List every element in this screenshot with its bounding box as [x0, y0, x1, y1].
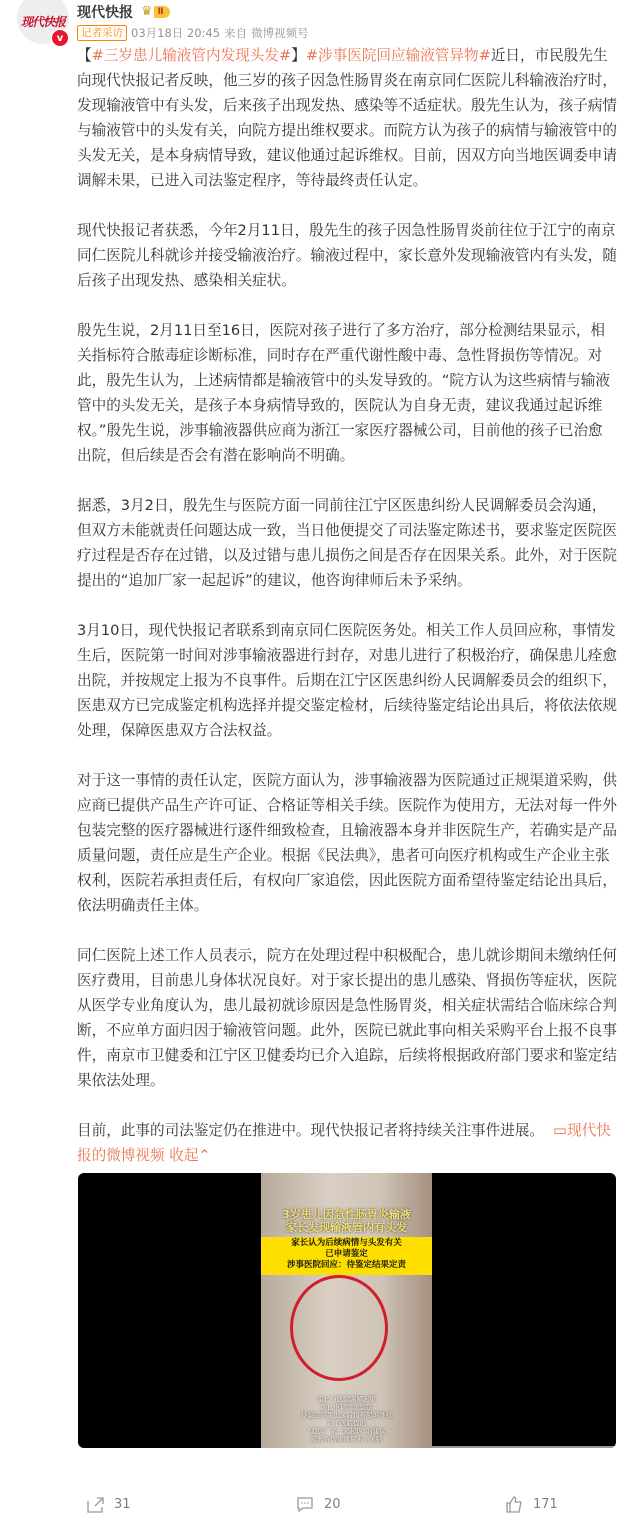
- comment-icon: [296, 1495, 314, 1513]
- bracket: 【: [77, 47, 92, 64]
- post-meta: [77, 25, 309, 41]
- post-time[interactable]: 03月18日 20:45: [131, 26, 221, 40]
- paragraph-text: 近日，市民殷先生向现代快报记者反映，他三岁的孩子因急性肠胃炎在南京同仁医院儿科输液治疗时，发现输液管中有头发，后来孩子出现发热、感染等不适症状。殷先生认为，孩子病情与输液管中的头发有关，向院方提出维权要求。而院方认为孩子的病情与输液管中的头发无关，是本身病情导致，建议他通过起诉维权。目前，因双方向当地医调委申请调解未果，已进入司法鉴定程序，等待最终责任认定。: [77, 47, 617, 189]
- post-source[interactable]: 微博视频号: [251, 26, 309, 40]
- share-button[interactable]: [86, 1495, 131, 1513]
- video-title-line: 家长发现输液管内有头发: [286, 1221, 407, 1234]
- source-prefix: 来自: [224, 26, 248, 40]
- video-progress-bar[interactable]: [428, 1446, 616, 1448]
- action-bar: [0, 1495, 641, 1515]
- paragraph: 据悉，3月2日，殷先生与医院方面一同前往江宁区医患纠纷人民调解委员会沟通，但双方未能就责任问题达成一致，当日他便提交了司法鉴定陈述书，要求鉴定医院医疗过程是否存在过错，以及过错与患儿损伤之间是否存在因果关系。此外，对于医院提出的“追加厂家一起起诉”的建议，他咨询律师后未予采纳。: [77, 497, 617, 589]
- caption-line: 家长咨询律师后未予采纳: [310, 1435, 383, 1443]
- post-tag[interactable]: 记者采访: [77, 25, 127, 41]
- video-title: [261, 1208, 432, 1234]
- video-icon: ▭: [553, 1122, 568, 1139]
- verified-icon: v: [51, 29, 69, 47]
- crown-icon: ♛: [141, 4, 153, 19]
- share-count: 31: [114, 1496, 131, 1512]
- paragraph: [77, 1118, 617, 1168]
- hashtag-link[interactable]: #三岁患儿输液管内发现头发#: [91, 47, 292, 64]
- bracket: 】: [291, 47, 306, 64]
- caption-line: 待鉴定结果出来后将着起诉维权: [301, 1411, 392, 1419]
- banner-line: 已申请鉴定: [325, 1249, 368, 1259]
- paragraph: [77, 43, 617, 193]
- caption-line: 对于医院提出: [327, 1419, 366, 1427]
- video-player[interactable]: [78, 1173, 616, 1448]
- banner-line: 家长认为后续病情与头发有关: [291, 1238, 402, 1248]
- chevron-up-icon: ⌃: [198, 1147, 211, 1164]
- paragraph: 同仁医院上述工作人员表示，院方在处理过程中积极配合，患儿就诊期间未缴纳任何医疗费用，目前患儿身体状况良好。对于家长提出的患儿感染、肾损伤等症状，医院从医学专业角度认为，患儿最初就诊原因是急性肠胃炎，相关症状需结合临床综合判断，不应单方面归因于输液管问题。此外，医院已就此事向相关采购平台上报不良事件，南京市卫健委和江宁区卫健委均已介入追踪，后续将根据政府部门要求和鉴定结果依法处理。: [77, 947, 617, 1089]
- avatar-logo: 现代快报: [20, 14, 65, 29]
- collapse-label: 收起: [169, 1147, 199, 1164]
- paragraph: 对于这一事情的责任认定，医院方面认为，涉事输液器为医院通过正规渠道采购，供应商已提供产品生产许可证、合格证等相关手续。医院作为使用方，无法对每一件外包装完整的医疗器械进行逐件细致检查，且输液器本身并非医院生产，若确实是产品质量问题，责任应是生产企业。根据《民法典》，患者可向医疗机构或生产企业主张权利，医院若承担责任后，有权向厂家追偿，因此医院方面希望待鉴定结论出具后，依法明确责任主体。: [77, 772, 617, 914]
- comment-count: 20: [324, 1496, 341, 1512]
- like-button[interactable]: [505, 1495, 558, 1513]
- video-title-line: 3岁患儿因急性肠胃炎输液: [282, 1208, 411, 1221]
- video-yellow-banner: [261, 1237, 432, 1275]
- highlight-circle: [290, 1275, 388, 1381]
- author-name[interactable]: 现代快报: [77, 5, 133, 21]
- like-count: 171: [533, 1496, 558, 1512]
- comment-button[interactable]: [296, 1495, 341, 1513]
- hashtag-link[interactable]: #涉事医院回应输液管异物#: [305, 47, 491, 64]
- caption-line: 现已申请司法鉴定: [320, 1403, 373, 1411]
- video-frame: [261, 1173, 432, 1448]
- caption-line: “追加厂家一起起诉”的建议: [307, 1427, 386, 1435]
- post-body: [77, 43, 617, 1193]
- video-link-label: 现代快报的微博视频: [77, 1122, 611, 1164]
- thumbs-up-icon: [505, 1495, 523, 1513]
- level-label: Ⅱ: [154, 6, 170, 18]
- member-level-badge[interactable]: [141, 4, 170, 19]
- share-icon: [86, 1495, 104, 1513]
- video-caption: [261, 1395, 432, 1443]
- paragraph: 3月10日，现代快报记者联系到南京同仁医院医务处。相关工作人员回应称，事情发生后，医院第一时间对涉事输液器进行封存，对患儿进行了积极治疗，确保患儿痊愈出院，并按规定上报为不良事件。后期在江宁区医患纠纷人民调解委员会的组织下，医患双方已完成鉴定机构选择并提交鉴定检材，后续待鉴定结论出具后，将依法依规处理，保障医患双方合法权益。: [77, 622, 617, 739]
- collapse-button[interactable]: [169, 1147, 210, 1164]
- caption-line: 家长与医院调解无果: [317, 1395, 376, 1403]
- paragraph-text: 目前，此事的司法鉴定仍在推进中。现代快报记者将持续关注事件进展。: [77, 1122, 545, 1139]
- paragraph: 现代快报记者获悉，今年2月11日，殷先生的孩子因急性肠胃炎前往位于江宁的南京同仁医院儿科就诊并接受输液治疗。输液过程中，家长意外发现输液管内有头发，随后孩子出现发热、感染相关症状。: [77, 222, 617, 289]
- banner-line: 涉事医院回应：待鉴定结果定责: [286, 1260, 406, 1270]
- paragraph: 殷先生说，2月11日至16日，医院对孩子进行了多方治疗，部分检测结果显示，相关指标符合脓毒症诊断标准，同时存在严重代谢性酸中毒、急性肾损伤等情况。对此，殷先生认为，上述病情都是输液管中的头发导致的。“院方认为这些病情与输液管中的头发无关，是孩子本身病情导致的，医院认为自身无责，建议我通过起诉维权。”殷先生说，涉事输液器供应商为浙江一家医疗器械公司，目前他的孩子已治愈出院，但后续是否会有潜在影响尚不明确。: [77, 322, 610, 464]
